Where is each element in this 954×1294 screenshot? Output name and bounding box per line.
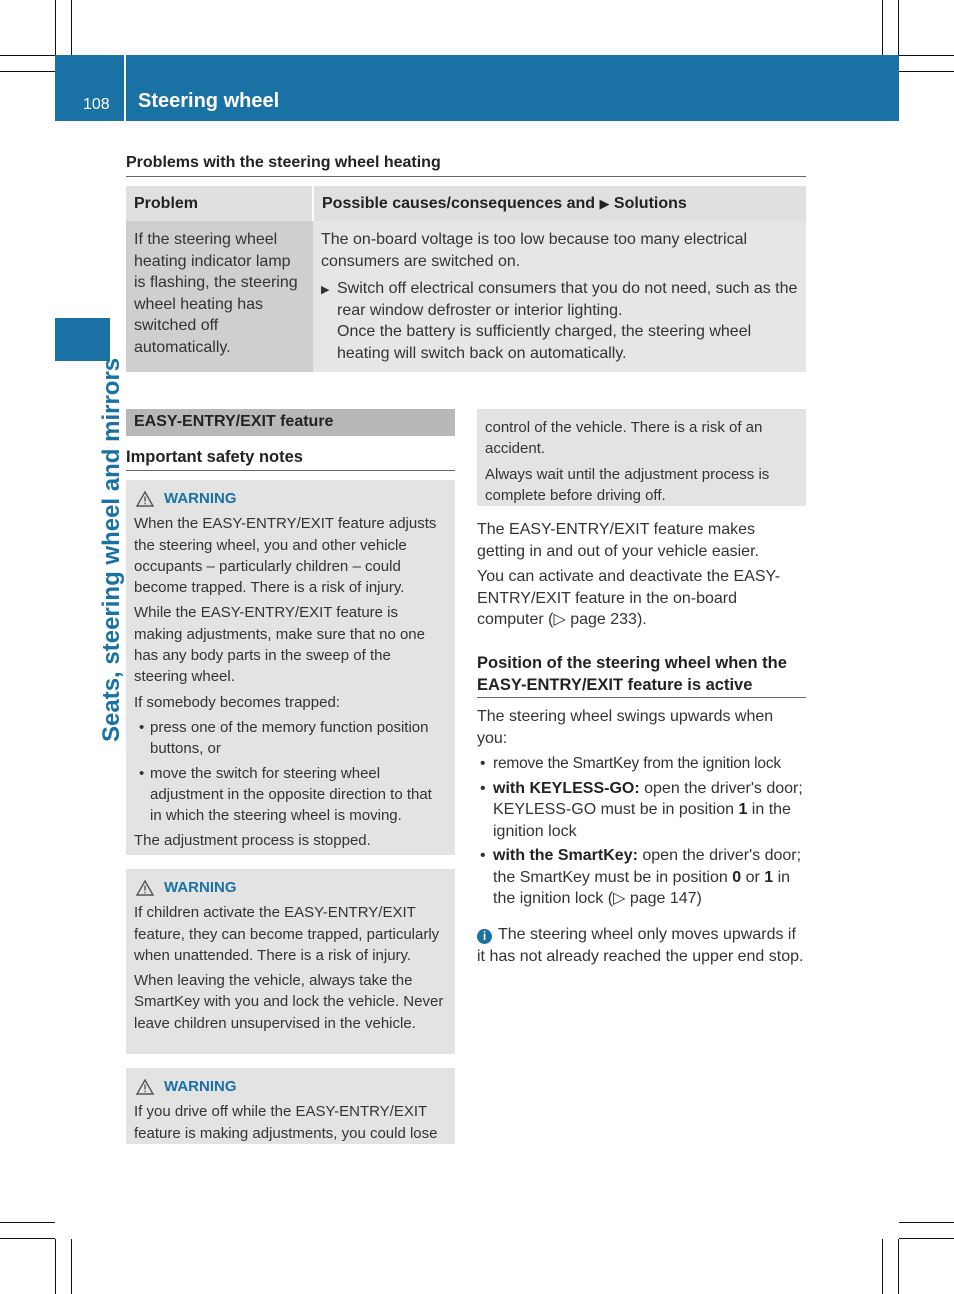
header-text: Possible causes/consequences and (322, 194, 600, 212)
paragraph: The steering wheel swings upwards when you: (477, 708, 774, 747)
crop-mark (882, 0, 883, 55)
position-title: Position of the steering wheel when the EASY-ENTRY/EXIT feature is active (477, 654, 787, 694)
crop-mark (0, 1238, 55, 1239)
problems-title: Problems with the steering wheel heating (126, 154, 441, 171)
divider (126, 470, 455, 471)
warning-box (126, 869, 455, 1054)
crop-mark (899, 1238, 954, 1239)
safety-title: Important safety notes (126, 448, 303, 466)
list-item-text: or (741, 868, 765, 886)
warning-text: When the EASY-ENTRY/EXIT feature adjusts the steering wheel, you and other vehicle occupants – particularly children – could become trapped. There is a risk of injury. (134, 515, 437, 597)
problem-cell: If the steering wheel heating indicator lamp is flashing, the steering wheel heating has switched off automatically. (126, 221, 313, 372)
position-number: 0 (732, 868, 742, 886)
header-divider (124, 55, 126, 121)
list-item-text: in the ignition lock (▷ page 147) (493, 868, 791, 907)
table-header-solutions (313, 186, 806, 221)
solution-text: Switch off electrical consumers that you do not need, such as the rear window defroster or interior lighting. (337, 280, 798, 319)
list-item-text: in the ignition lock (493, 801, 791, 840)
warning-text: Always wait until the adjustment process is complete before driving off. (485, 465, 770, 504)
chapter-label: Seats, steering wheel and mirrors (98, 357, 125, 742)
crop-mark (55, 1239, 56, 1294)
crop-mark (898, 1239, 899, 1294)
intro-text (477, 519, 807, 635)
crop-mark (899, 71, 954, 72)
warning-text: If children activate the EASY-ENTRY/EXIT feature, they can become trapped, particularly when unattended. There is a risk of injury. (134, 904, 440, 964)
problems-table (126, 186, 806, 372)
warning-text: While the EASY-ENTRY/EXIT feature is making adjustments, make sure that no one has any body parts in the sweep of the steering wheel. (134, 604, 425, 686)
page-title: Steering wheel (138, 90, 280, 112)
crop-mark (899, 1222, 954, 1223)
info-text: The steering wheel only moves upwards if it has not already reached the upper end stop. (477, 926, 804, 965)
crop-mark (882, 1239, 883, 1294)
list-item (477, 845, 807, 910)
warning-text: When leaving the vehicle, always take the SmartKey with you and lock the vehicle. Never leave children unsupervised in the vehicle. (134, 972, 444, 1032)
warning-triangle-icon (136, 491, 154, 507)
bullet-list (134, 717, 447, 826)
warning-box (126, 1068, 455, 1144)
list-item (477, 778, 807, 843)
info-note (477, 924, 807, 967)
header-text: Solutions (609, 194, 687, 212)
section-title: EASY-ENTRY/EXIT feature (134, 413, 334, 430)
chapter-tab (55, 318, 110, 361)
warning-heading (134, 488, 447, 509)
crop-mark (898, 0, 899, 55)
crop-mark (0, 71, 55, 72)
warning-continuation-box (477, 409, 806, 506)
table-header-problem: Problem (126, 186, 313, 221)
position-text (477, 706, 807, 913)
warning-triangle-icon (136, 1079, 154, 1095)
warning-label: WARNING (164, 879, 237, 896)
list-item: • press one of the memory function position buttons, or (134, 717, 447, 760)
solution-text: Once the battery is sufficiently charged, the steering wheel heating will switch back on automatically. (337, 323, 752, 362)
warning-text: The adjustment process is stopped. (134, 832, 371, 850)
warning-heading (134, 1076, 447, 1097)
paragraph: You can activate and deactivate the EASY-ENTRY/EXIT feature in the on-board computer (▷ page 233). (477, 568, 781, 628)
list-item-text: open the driver's door; the SmartKey must be in position (493, 847, 802, 886)
bullet-list (477, 753, 807, 910)
crop-mark (55, 0, 56, 55)
warning-label: WARNING (164, 1078, 237, 1095)
crop-mark (71, 0, 72, 55)
position-number: 1 (738, 801, 748, 818)
crop-mark (0, 55, 55, 56)
divider (477, 697, 806, 698)
list-item-text: open the driver's door; KEYLESS-GO must be in position (493, 779, 803, 818)
warning-text: If you drive off while the EASY-ENTRY/EXIT feature is making adjustments, you could lose (134, 1103, 438, 1142)
page-number: 108 (83, 96, 110, 113)
list-item-label: with the SmartKey: (493, 847, 638, 864)
section-band (126, 409, 455, 436)
divider (126, 176, 806, 177)
position-number: 1 (764, 868, 774, 886)
crop-mark (71, 1239, 72, 1294)
warning-label: WARNING (164, 490, 237, 507)
info-icon: i (477, 929, 492, 944)
warning-heading (134, 877, 447, 898)
warning-text: control of the vehicle. There is a risk of an accident. (485, 419, 763, 458)
solution-cell (313, 221, 806, 372)
cause-text: The on-board voltage is too low because too many electrical consumers are switched on. (321, 231, 748, 270)
warning-triangle-icon (136, 880, 154, 896)
crop-mark (0, 1222, 55, 1223)
list-item: • move the switch for steering wheel adjustment in the opposite direction to that in which the steering wheel is moving. (134, 763, 447, 827)
paragraph: The EASY-ENTRY/EXIT feature makes getting in and out of your vehicle easier. (477, 521, 759, 560)
warning-text: If somebody becomes trapped: (134, 693, 340, 711)
crop-mark (899, 55, 954, 56)
list-item: • remove the SmartKey from the ignition lock (477, 753, 807, 775)
list-item-label: with KEYLESS-GO: (493, 779, 640, 797)
solution-step (321, 278, 798, 364)
arrow-icon: ▶ (599, 195, 610, 211)
warning-box (126, 480, 455, 855)
arrow-icon: ▶ (321, 284, 330, 296)
